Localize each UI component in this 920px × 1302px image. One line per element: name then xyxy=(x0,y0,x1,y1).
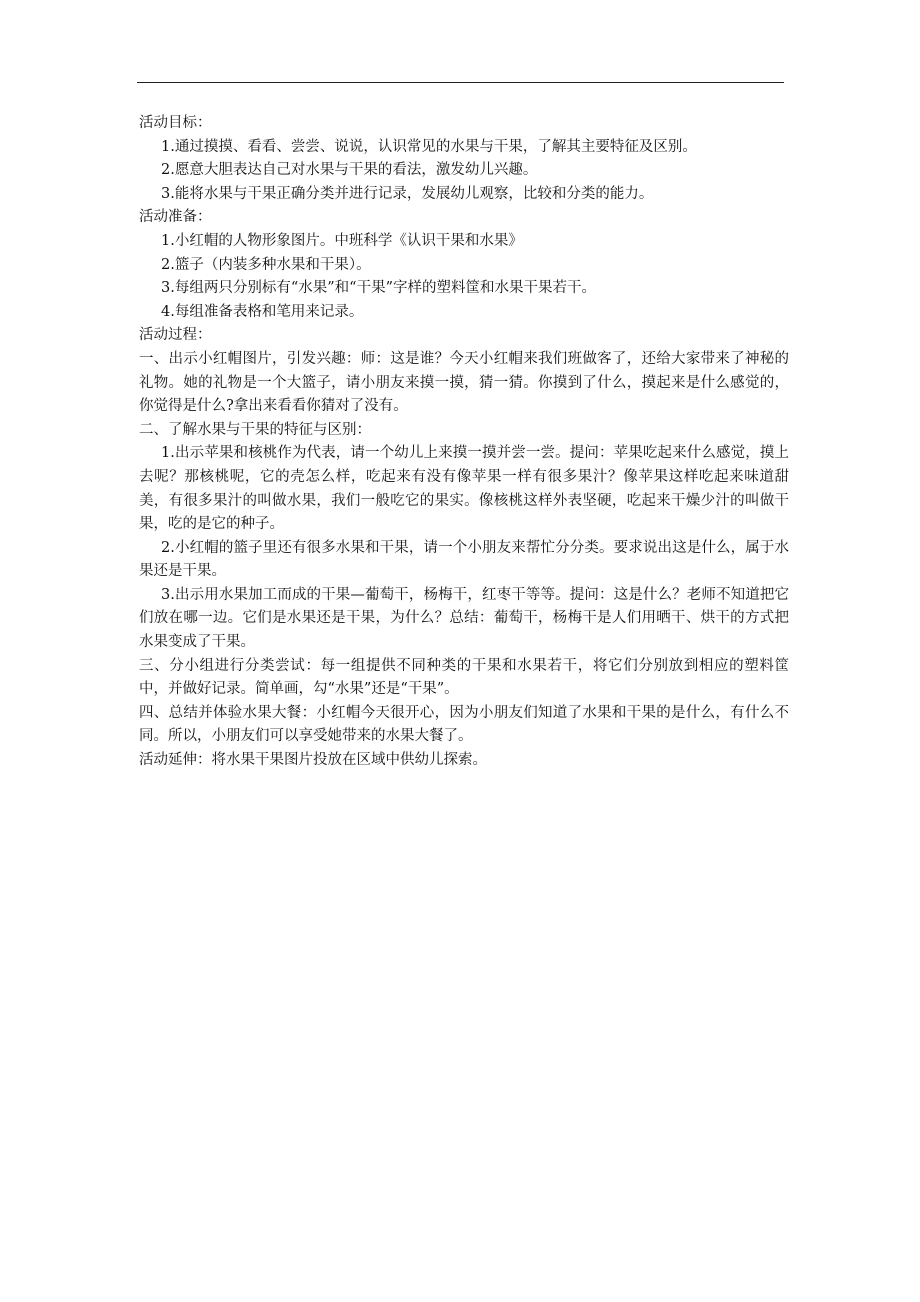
heading-extension: 活动延伸：将水果干果图片投放在区域中供幼儿探索。 xyxy=(139,752,487,769)
process-step-4: 四、总结并体验水果大餐：小红帽今天很开心，因为小朋友们知道了水果和干果的是什么，有什么不同。所以，小朋友们可以享受她带来的水果大餐了。 xyxy=(139,704,789,745)
header-rule xyxy=(137,82,784,83)
preparation-item-4: 4.每组准备表格和笔用来记录。 xyxy=(161,303,364,320)
objective-item-1: 1.通过摸摸、看看、尝尝、说说，认识常见的水果与干果，了解其主要特征及区别。 xyxy=(161,138,697,155)
process-step-2-item-2: 2.小红帽的篮子里还有很多水果和干果，请一个小朋友来帮忙分分类。要求说出这是什么，属于水果还是干果。 xyxy=(139,539,789,580)
document-body xyxy=(139,112,789,773)
preparation-item-2: 2.篮子（内装多种水果和干果）。 xyxy=(161,256,371,273)
preparation-item-1: 1.小红帽的人物形象图片。中班科学《认识干果和水果》 xyxy=(161,232,523,249)
objective-item-2: 2.愿意大胆表达自己对水果与干果的看法，激发幼儿兴趣。 xyxy=(161,162,538,179)
objective-item-3: 3.能将水果与干果正确分类并进行记录，发展幼儿观察，比较和分类的能力。 xyxy=(161,185,654,202)
process-step-2: 二、了解水果与干果的特征与区别： xyxy=(139,421,371,438)
heading-preparation: 活动准备： xyxy=(139,209,212,226)
process-step-2-item-1: 1.出示苹果和核桃作为代表，请一个幼儿上来摸一摸并尝一尝。提问：苹果吃起来什么感觉，摸上去呢？那核桃呢，它的壳怎么样，吃起来有没有像苹果一样有很多果汁？像苹果这样吃起来味道甜美，有很多果汁的叫做水果，我们一般吃它的果实。像核桃这样外表坚硬，吃起来干燥少汁的叫做干果，吃的是它的种子。 xyxy=(139,445,789,533)
heading-objectives: 活动目标： xyxy=(139,115,212,131)
process-step-2-item-3: 3.出示用水果加工而成的干果—葡萄干，杨梅干，红枣干等等。提问：这是什么？老师不知道把它们放在哪一边。它们是水果还是干果，为什么？总结：葡萄干，杨梅干是人们用晒干、烘干的方式把水果变成了干果。 xyxy=(139,586,789,651)
process-step-3: 三、分小组进行分类尝试：每一组提供不同种类的干果和水果若干，将它们分别放到相应的塑料筐中，并做好记录。简单画，勾“水果”还是“干果”。 xyxy=(139,657,789,698)
preparation-item-3: 3.每组两只分别标有“水果”和“干果”字样的塑料筐和水果干果若干。 xyxy=(161,280,596,297)
heading-process: 活动过程： xyxy=(139,327,212,344)
process-step-1: 一、出示小红帽图片，引发兴趣：师：这是谁？今天小红帽来我们班做客了，还给大家带来了神秘的礼物。她的礼物是一个大篮子，请小朋友来摸一摸，猜一猜。你摸到了什么，摸起来是什么感觉的，你觉得是什么?拿出来看看你猜对了没有。 xyxy=(139,350,789,415)
